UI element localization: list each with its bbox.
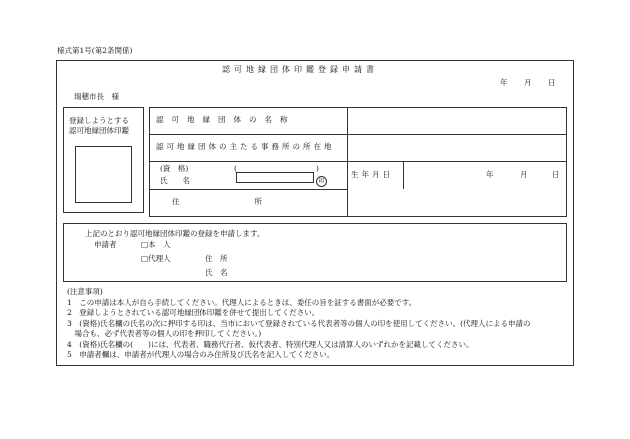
seal-box-label-line1: 登録しようとする bbox=[69, 116, 129, 125]
group-name-label: 認可地縁団体の名称 bbox=[156, 115, 296, 124]
note-item: 4 (資格)氏名欄の( )には、代表者、職務代行者、仮代表者、特別代理人又は清算人のいずれかを記載してください。 bbox=[67, 340, 474, 349]
date-month: 月 bbox=[524, 78, 532, 87]
applicant-label: 申請者 bbox=[94, 240, 117, 249]
addressee: 瑞穂市長 様 bbox=[74, 92, 119, 101]
qualification-input[interactable] bbox=[236, 172, 314, 183]
birth-year: 年 bbox=[486, 170, 494, 179]
form-number: 様式第1号(第2条関係) bbox=[57, 46, 133, 55]
notes-heading: (注意事項) bbox=[67, 287, 103, 296]
proxy-name-label: 氏 名 bbox=[205, 268, 228, 277]
applicant-self-checkbox[interactable]: □本 人 bbox=[141, 240, 171, 249]
note-item: 1 この申請は本人が自ら手続してください。代理人によるときは、委任の旨を証する書面が必要です。 bbox=[67, 298, 417, 307]
proxy-address-label: 住 所 bbox=[205, 254, 228, 263]
application-statement: 上記のとおり認可地縁団体印鑑の登録を申請します。 bbox=[85, 229, 265, 238]
applicant-proxy-checkbox[interactable]: □代理人 bbox=[141, 254, 171, 263]
birthdate-label: 生年月日 bbox=[351, 170, 393, 179]
date-year: 年 bbox=[500, 78, 508, 87]
birth-month: 月 bbox=[520, 170, 528, 179]
office-address-label: 認可地縁団体の主たる事務所の所在地 bbox=[156, 142, 335, 151]
qualification-label: (資 格) bbox=[160, 164, 189, 173]
seal-impression-area[interactable] bbox=[75, 146, 132, 203]
seal-box-label-line2: 認可地縁団体印鑑 bbox=[69, 126, 129, 135]
seal-mark-icon: 印 bbox=[316, 176, 327, 187]
qualification-paren-open: ( bbox=[234, 164, 237, 173]
note-item: 5 申請者欄は、申請者が代理人の場合のみ住所及び氏名を記入してください。 bbox=[67, 350, 335, 359]
note-item: 場合も、必ず代表者等の個人の印を押印してください。) bbox=[67, 329, 262, 338]
note-item: 3 (資格)氏名欄の氏名の次に押印する印は、当市において登録されている代表者等の個人の印を使用してください。(代理人による申請の bbox=[67, 319, 531, 328]
form-title: 認可地縁団体印鑑登録申請書 bbox=[222, 65, 378, 74]
qualification-paren-close: ) bbox=[316, 164, 319, 173]
birth-day: 日 bbox=[552, 170, 560, 179]
note-item: 2 登録しようとされている認可地縁団体印鑑を併せて提出してください。 bbox=[67, 308, 320, 317]
date-day: 日 bbox=[548, 78, 556, 87]
rep-name-label: 氏 名 bbox=[160, 176, 190, 185]
rep-address-label: 住 所 bbox=[172, 197, 262, 206]
